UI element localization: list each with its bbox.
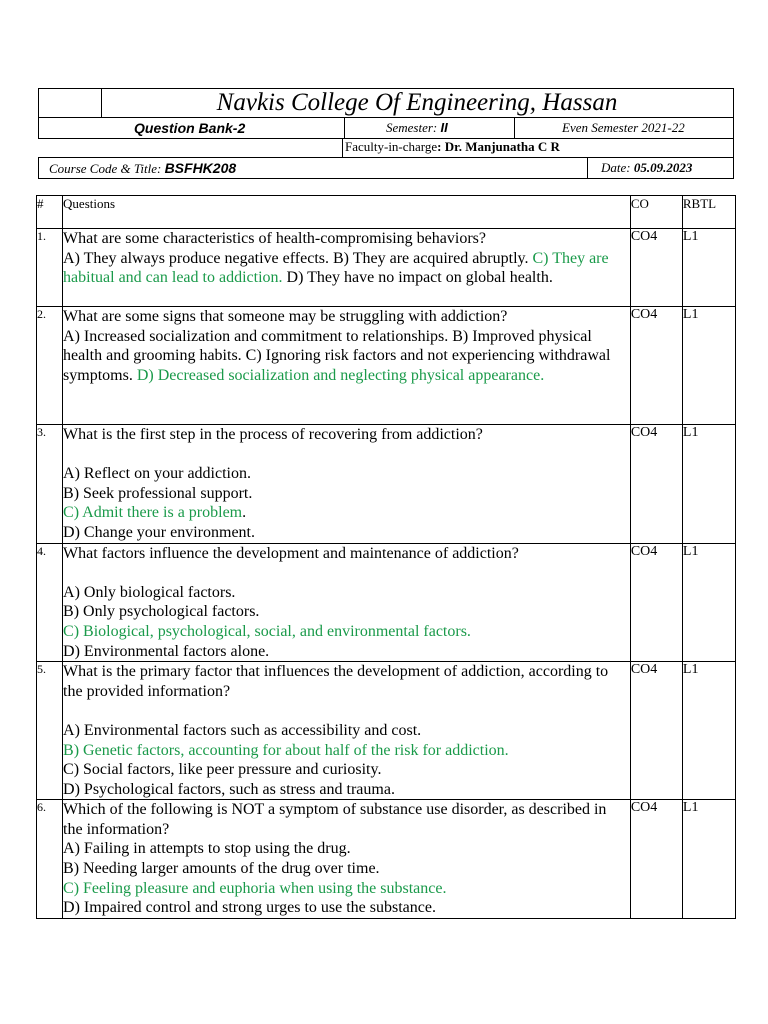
option-c-correct: C) Admit there is a problem — [63, 504, 243, 522]
rbtl-value: L1 — [682, 543, 735, 662]
option-b: B) Improved physical health and grooming habits. — [63, 327, 592, 365]
question-number: 5. — [37, 662, 63, 800]
course-code-value: BSFHK208 — [164, 160, 237, 176]
college-header — [38, 88, 734, 118]
header-num: # — [37, 196, 63, 229]
option-a: A) Reflect on your addiction. — [63, 465, 251, 483]
option-a: A) They always produce negative effects. — [63, 249, 329, 267]
table-row — [37, 662, 736, 800]
info-row — [38, 117, 734, 139]
table-header-row — [37, 196, 736, 229]
rbtl-value: L1 — [682, 229, 735, 307]
option-c-correct: C) Biological, psychological, social, and environmental factors. — [63, 622, 471, 640]
question-cell — [63, 543, 631, 662]
question-bank-title: Question Bank-2 — [134, 120, 246, 136]
option-a: A) Failing in attempts to stop using the drug. — [63, 840, 351, 858]
header-co: CO — [630, 196, 682, 229]
option-d: D) Psychological factors, such as stress and trauma. — [63, 780, 395, 798]
question-text: Which of the following is NOT a symptom of substance use disorder, as described in the information? — [63, 801, 607, 838]
option-a: A) Increased socialization and commitment to relationships. — [63, 327, 449, 345]
option-d: D) They have no impact on global health. — [286, 269, 553, 287]
header-questions: Questions — [63, 196, 631, 229]
faculty-name: : Dr. Manjunatha C R — [437, 139, 560, 154]
option-c: C) Ignoring risk factors and not experiencing withdrawal symptoms. — [63, 347, 611, 384]
question-number: 3. — [37, 425, 63, 544]
table-row — [37, 229, 736, 307]
option-b: B) Needing larger amounts of the drug over time. — [63, 860, 380, 878]
option-d: D) Environmental factors alone. — [63, 642, 270, 660]
course-code: Course Code & Title: BSFHK208 — [49, 160, 237, 176]
option-a: A) Environmental factors such as accessibility and cost. — [63, 721, 422, 739]
option-c-correct: C) They are habitual and can lead to addiction. — [63, 249, 609, 287]
question-cell — [63, 229, 631, 307]
question-text: What is the first step in the process of recovering from addiction? — [63, 426, 483, 443]
question-number: 1. — [37, 229, 63, 307]
co-value: CO4 — [630, 229, 682, 307]
option-b: B) They are acquired abruptly. — [333, 249, 529, 267]
even-semester: Even Semester 2021-22 — [562, 120, 685, 135]
table-row — [37, 307, 736, 425]
rbtl-value: L1 — [682, 800, 735, 919]
question-cell: What is the first step in the process of recovering from addiction? A) Reflect on your addiction. B) Seek professional support. C) Admit there is a problem. D) Change your environment. — [63, 425, 631, 544]
co-value: CO4 — [630, 800, 682, 919]
logo-cell — [39, 89, 102, 117]
rbtl-value: L1 — [682, 307, 735, 425]
faculty-row — [342, 138, 734, 158]
questions-table — [36, 195, 736, 919]
option-b: B) Only psychological factors. — [63, 603, 260, 621]
question-cell — [63, 662, 631, 800]
rbtl-value: L1 — [682, 425, 735, 544]
co-value: CO4 — [630, 307, 682, 425]
question-cell — [63, 307, 631, 425]
semester-value: II — [440, 120, 448, 135]
question-cell — [63, 800, 631, 919]
question-text: What are some characteristics of health-compromising behaviors? — [63, 230, 486, 247]
co-value: CO4 — [630, 543, 682, 662]
semester: Semester: II — [386, 120, 448, 135]
option-d-correct: D) Decreased socialization and neglecting physical appearance. — [136, 366, 545, 384]
co-value: CO4 — [630, 425, 682, 544]
header-rbtl: RBTL — [682, 196, 735, 229]
option-c: C) Social factors, like peer pressure and curiosity. — [63, 761, 382, 779]
date-value: 05.09.2023 — [633, 160, 693, 175]
option-a: A) Only biological factors. — [63, 583, 236, 601]
question-number: 4. — [37, 543, 63, 662]
table-row — [37, 800, 736, 919]
table-row — [37, 543, 736, 662]
rbtl-value: L1 — [682, 662, 735, 800]
course-row — [38, 157, 734, 179]
table-row — [37, 425, 736, 544]
option-c-correct: C) Feeling pleasure and euphoria when using the substance. — [63, 879, 447, 897]
option-d: D) Change your environment. — [63, 523, 255, 541]
college-name: Navkis College Of Engineering, Hassan — [216, 89, 618, 116]
option-d: D) Impaired control and strong urges to use the substance. — [63, 899, 436, 917]
question-text: What factors influence the development and maintenance of addiction? — [63, 544, 519, 562]
question-text: What is the primary factor that influences the development of addiction, according to the provided information? — [63, 663, 609, 700]
option-b: B) Seek professional support. — [63, 484, 253, 502]
faculty-label: Faculty-in-charge — [345, 139, 438, 154]
question-number: 2. — [37, 307, 63, 425]
co-value: CO4 — [630, 662, 682, 800]
option-b-correct: B) Genetic factors, accounting for about half of the risk for addiction. — [63, 741, 509, 759]
date: Date: 05.09.2023 — [601, 160, 693, 175]
question-number: 6. — [37, 800, 63, 919]
question-text: What are some signs that someone may be struggling with addiction? — [63, 308, 508, 325]
